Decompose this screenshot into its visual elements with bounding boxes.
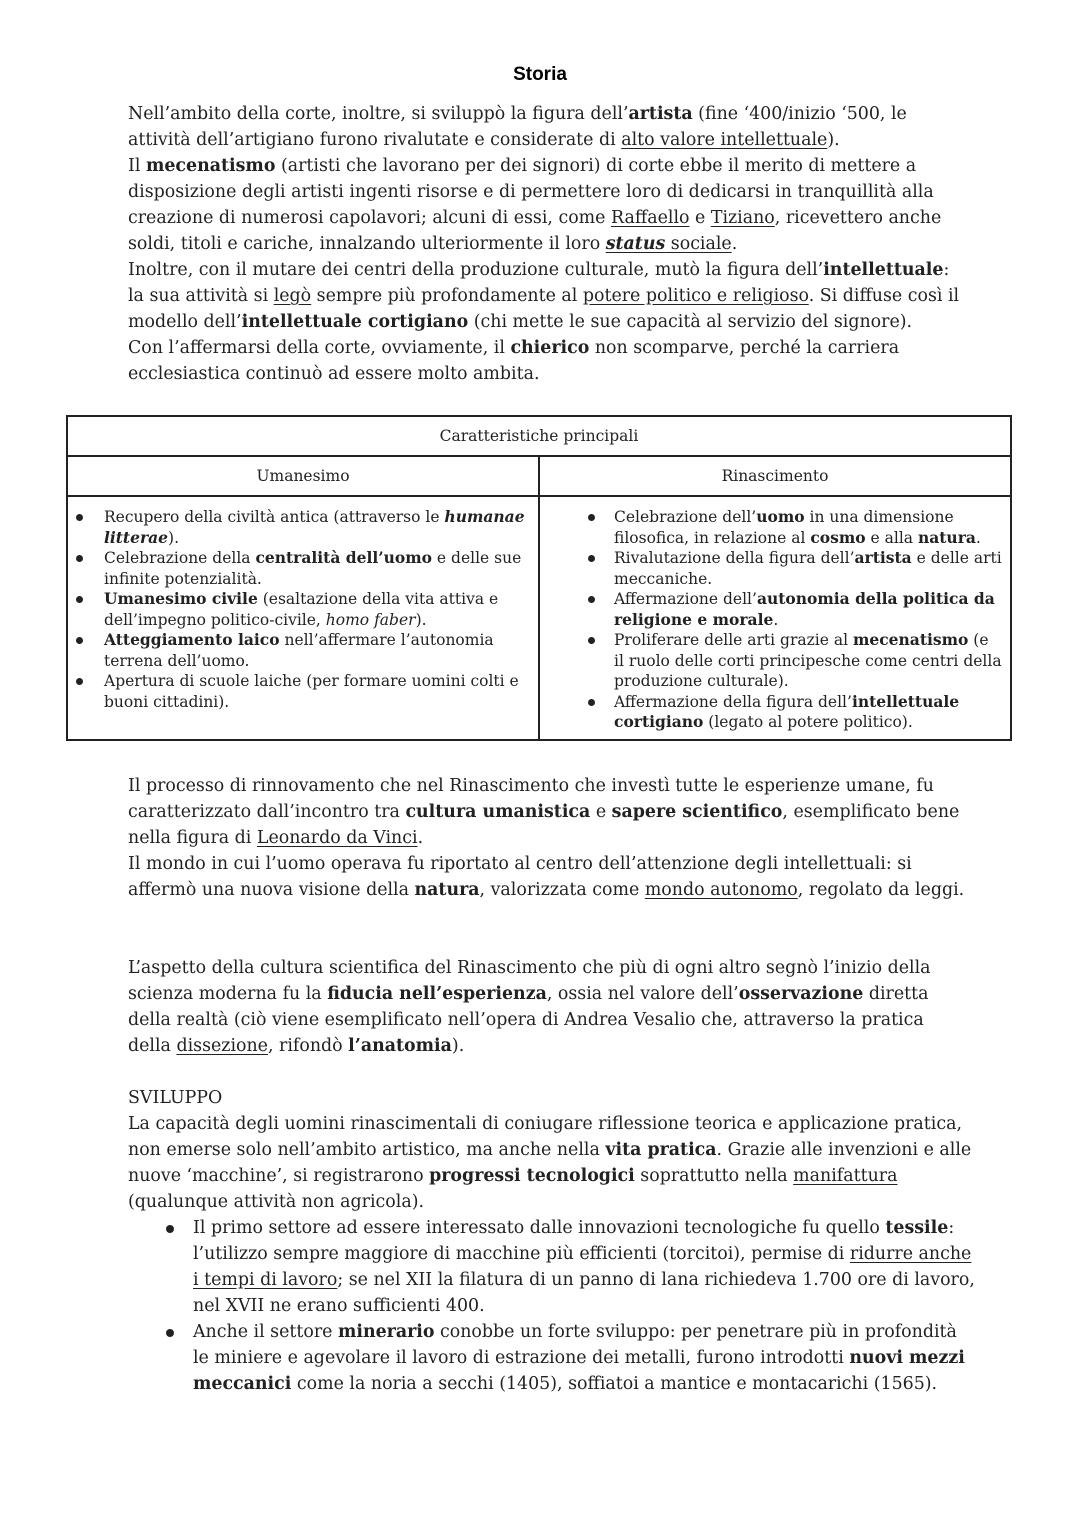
rinnovamento-section: [128, 773, 968, 903]
list-item: Proliferare delle arti grazie al mecenatismo (e il ruolo delle corti principesche come centri della produzione culturale).: [548, 630, 1002, 692]
list-item: Atteggiamento laico nell’affermare l’autonomia terrena dell’uomo.: [38, 630, 530, 671]
list-item: Celebrazione della centralità dell’uomo e delle sue infinite potenzialità.: [38, 548, 530, 589]
umanesimo-cell: [67, 496, 539, 740]
list-item: Apertura di scuole laiche (per formare uomini colti e buoni cittadini).: [38, 671, 530, 712]
rinascimento-cell: [539, 496, 1011, 740]
list-item: Umanesimo civile (esaltazione della vita attiva e dell’impegno politico-civile, homo faber).: [38, 589, 530, 630]
list-item: Affermazione della figura dell’intellettuale cortigiano (legato al potere politico).: [548, 692, 1002, 733]
characteristics-table: [66, 415, 1012, 741]
page-title: Storia: [513, 64, 567, 85]
list-item: Rivalutazione della figura dell’artista e delle arti meccaniche.: [548, 548, 1002, 589]
rinnovamento-paragraph: Il processo di rinnovamento che nel Rinascimento che investì tutte le esperienze umane, fu caratterizzato dall’incontro tra cultura umanistica e sapere scientifico, esemplificato bene nella figura di Leonardo da Vinci.: [128, 776, 960, 848]
intro-paragraph-chierico: Con l’affermarsi della corte, ovviamente, il chierico non scomparve, perché la carriera ecclesiastica continuò ad essere molto ambita.: [128, 338, 900, 384]
table-caption: Caratteristiche principali: [67, 416, 1011, 456]
intro-paragraph-intellettuale: Inoltre, con il mutare dei centri della produzione culturale, mutò la figura dell’intellettuale: la sua attività si legò sempre più profondamente al potere politico e religioso. Si diffuse così il modello dell’intellettuale cortigiano (chi mette le sue capacità al servizio del signore).: [128, 260, 960, 332]
list-item: Recupero della civiltà antica (attraverso le humanae litterae).: [38, 507, 530, 548]
sviluppo-heading: SVILUPPO: [128, 1088, 223, 1108]
natura-paragraph: Il mondo in cui l’uomo operava fu riportato al centro dell’attenzione degli intellettuali: si affermò una nuova visione della natura, valorizzata come mondo autonomo, regolato da leggi.: [128, 854, 965, 900]
sviluppo-section: [128, 1085, 978, 1397]
list-item: Anche il settore minerario conobbe un forte sviluppo: per penetrare più in profondità le miniere e agevolare il lavoro di estrazione dei metalli, furono introdotti nuovi mezzi meccanici come la noria a secchi (1405), soffiatoi a mantice e montacarichi (1565).: [128, 1319, 978, 1397]
scienza-section: [128, 955, 968, 1059]
list-item: Affermazione dell’autonomia della politica da religione e morale.: [548, 589, 1002, 630]
sviluppo-paragraph: La capacità degli uomini rinascimentali di coniugare riflessione teorica e applicazione pratica, non emerse solo nell’ambito artistico, ma anche nella vita pratica. Grazie alle invenzioni e alle nuove ‘macchine’, si registrarono progressi tecnologici soprattutto nella manifattura (qualunque attività non agricola).: [128, 1114, 972, 1212]
column-header-rinascimento: Rinascimento: [539, 456, 1011, 496]
scienza-paragraph: L’aspetto della cultura scientifica del Rinascimento che più di ogni altro segnò l’inizio della scienza moderna fu la fiducia nell’esperienza, ossia nel valore dell’osservazione diretta della realtà (ciò viene esemplificato nell’opera di Andrea Vesalio che, attraverso la pratica della dissezione, rifondò l’anatomia).: [128, 958, 931, 1056]
rinascimento-list: [548, 507, 1002, 733]
list-item: Celebrazione dell’uomo in una dimensione filosofica, in relazione al cosmo e alla natura.: [548, 507, 1002, 548]
intro-section: [128, 101, 968, 387]
column-header-umanesimo: Umanesimo: [67, 456, 539, 496]
umanesimo-list: [4, 507, 530, 712]
sviluppo-list: [128, 1215, 978, 1397]
intro-paragraph-artista: Nell’ambito della corte, inoltre, si sviluppò la figura dell’artista (fine ‘400/inizio ‘500, le attività dell’artigiano furono rivalutate e considerate di alto valore intellettuale).: [128, 104, 907, 150]
list-item: Il primo settore ad essere interessato dalle innovazioni tecnologiche fu quello tessile: l’utilizzo sempre maggiore di macchine più efficienti (torcitoi), permise di ridurre anche i tempi di lavoro; se nel XII la filatura di un panno di lana richiedeva 1.700 ore di lavoro, nel XVII ne erano sufficienti 400.: [128, 1215, 978, 1319]
intro-paragraph-mecenatismo: Il mecenatismo (artisti che lavorano per dei signori) di corte ebbe il merito di mettere a disposizione degli artisti ingenti risorse e di permettere loro di dedicarsi in tranquillità alla creazione di numerosi capolavori; alcuni di essi, come Raffaello e Tiziano, ricevettero anche soldi, titoli e cariche, innalzando ulteriormente il loro status sociale.: [128, 156, 942, 254]
